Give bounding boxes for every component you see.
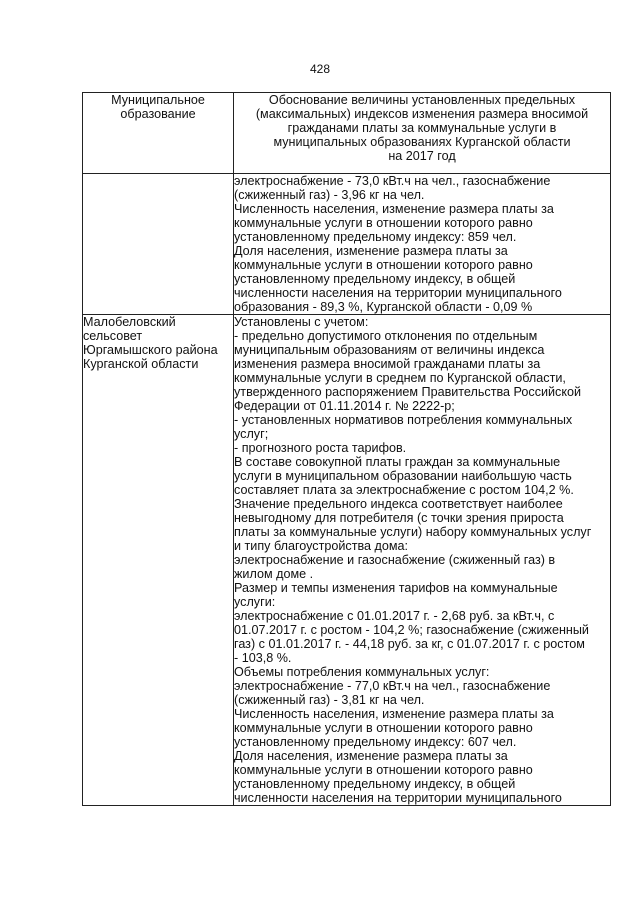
text-line: жилом доме .: [234, 567, 314, 581]
text-line: коммунальные услуги в отношении которого равно: [234, 721, 533, 735]
text-line: утвержденного распоряжением Правительства Российской: [234, 385, 582, 399]
text-line: Малобеловский: [83, 315, 176, 329]
text-line: электроснабжение - 77,0 кВт.ч на чел., газоснабжение: [234, 679, 551, 693]
text-line: (сжиженный газ) - 3,81 кг на чел.: [234, 693, 425, 707]
text-line: Численность населения, изменение размера платы за: [234, 707, 554, 721]
municipality-name: [83, 315, 233, 371]
page-number: 428: [309, 62, 331, 76]
text-line: электроснабжение и газоснабжение (сжиженный газ) в: [234, 553, 556, 567]
text-line: Обоснование величины установленных предельных: [268, 93, 576, 107]
text-line: (максимальных) индексов изменения размера вносимой: [255, 107, 589, 121]
text-line: Размер и темпы изменения тарифов на коммунальные: [234, 581, 558, 595]
text-line: электроснабжение - 73,0 кВт.ч на чел., газоснабжение: [234, 174, 551, 188]
text-line: и типу благоустройства дома:: [234, 539, 409, 553]
text-line: - установленных нормативов потребления коммунальных: [234, 413, 573, 427]
text-line: (сжиженный газ) - 3,96 кг на чел.: [234, 188, 425, 202]
text-line: образование: [120, 107, 196, 121]
text-line: Юргамышского района: [83, 343, 218, 357]
table-header-row: [83, 93, 611, 174]
text-line: - предельно допустимого отклонения по отдельным: [234, 329, 538, 343]
text-line: Объемы потребления коммунальных услуг:: [234, 665, 490, 679]
text-line: сельсовет: [83, 329, 143, 343]
text-line: численности населения на территории муниципального: [234, 286, 562, 300]
table-row: [83, 315, 611, 806]
text-line: невыгодному для потребителя (с точки зрения прироста: [234, 511, 564, 525]
municipality-cell: [83, 174, 234, 315]
text-line: численности населения на территории муниципального: [234, 791, 562, 805]
justification-text: [234, 315, 610, 805]
text-line: - 103,8 %.: [234, 651, 292, 665]
text-line: коммунальные услуги в отношении которого равно: [234, 216, 533, 230]
text-line: установленному предельному индексу, в общей: [234, 777, 516, 791]
header-justification-text: [234, 93, 610, 163]
text-line: установленному предельному индексу: 859 чел.: [234, 230, 517, 244]
text-line: платы за коммунальные услуги) набору коммунальных услуг: [234, 525, 592, 539]
table-row: [83, 174, 611, 315]
text-line: - прогнозного роста тарифов.: [234, 441, 407, 455]
text-line: услуги:: [234, 595, 276, 609]
header-justification-cell: [234, 93, 611, 174]
text-line: на 2017 год: [388, 149, 456, 163]
text-line: коммунальные услуги в отношении которого равно: [234, 258, 533, 272]
text-line: В составе совокупной платы граждан за коммунальные: [234, 455, 561, 469]
text-line: коммунальные услуги в отношении которого равно: [234, 763, 533, 777]
text-line: Доля населения, изменение размера платы за: [234, 749, 508, 763]
text-line: Значение предельного индекса соответствует наиболее: [234, 497, 563, 511]
municipality-cell: [83, 315, 234, 806]
text-line: установленному предельному индексу: 607 чел.: [234, 735, 517, 749]
justification-text: [234, 174, 610, 314]
text-line: Курганской области: [83, 357, 199, 371]
text-line: составляет плата за электроснабжение с ростом 104,2 %.: [234, 483, 574, 497]
text-line: Численность населения, изменение размера платы за: [234, 202, 554, 216]
text-line: газ) с 01.01.2017 г. - 44,18 руб. за кг, с 01.07.2017 г. с ростом: [234, 637, 585, 651]
text-line: услуги в муниципальном образовании наибольшую часть: [234, 469, 572, 483]
justification-cell: [234, 174, 611, 315]
text-line: установленному предельному индексу, в общей: [234, 272, 516, 286]
text-line: 01.07.2017 г. с ростом - 104,2 %; газоснабжение (сжиженный: [234, 623, 589, 637]
text-line: Установлены с учетом:: [234, 315, 369, 329]
text-line: электроснабжение с 01.01.2017 г. - 2,68 руб. за кВт.ч, с: [234, 609, 555, 623]
text-line: Доля населения, изменение размера платы за: [234, 244, 508, 258]
text-line: Муниципальное: [111, 93, 205, 107]
text-line: муниципальных образованиях Курганской области: [273, 135, 571, 149]
text-line: гражданами платы за коммунальные услуги в: [287, 121, 557, 135]
text-line: коммунальные услуги в среднем по Курганской области,: [234, 371, 566, 385]
text-line: услуг;: [234, 427, 269, 441]
text-line: муниципальным образованиям от величины индекса: [234, 343, 545, 357]
text-line: изменения размера вносимой гражданами платы за: [234, 357, 541, 371]
header-municipality-cell: [83, 93, 234, 174]
header-municipality-text: [83, 93, 233, 121]
tariff-index-table: [82, 92, 611, 806]
text-line: образования - 89,3 %, Курганской области - 0,09 %: [234, 300, 533, 314]
text-line: Федерации от 01.11.2014 г. № 2222-р;: [234, 399, 455, 413]
justification-cell: [234, 315, 611, 806]
